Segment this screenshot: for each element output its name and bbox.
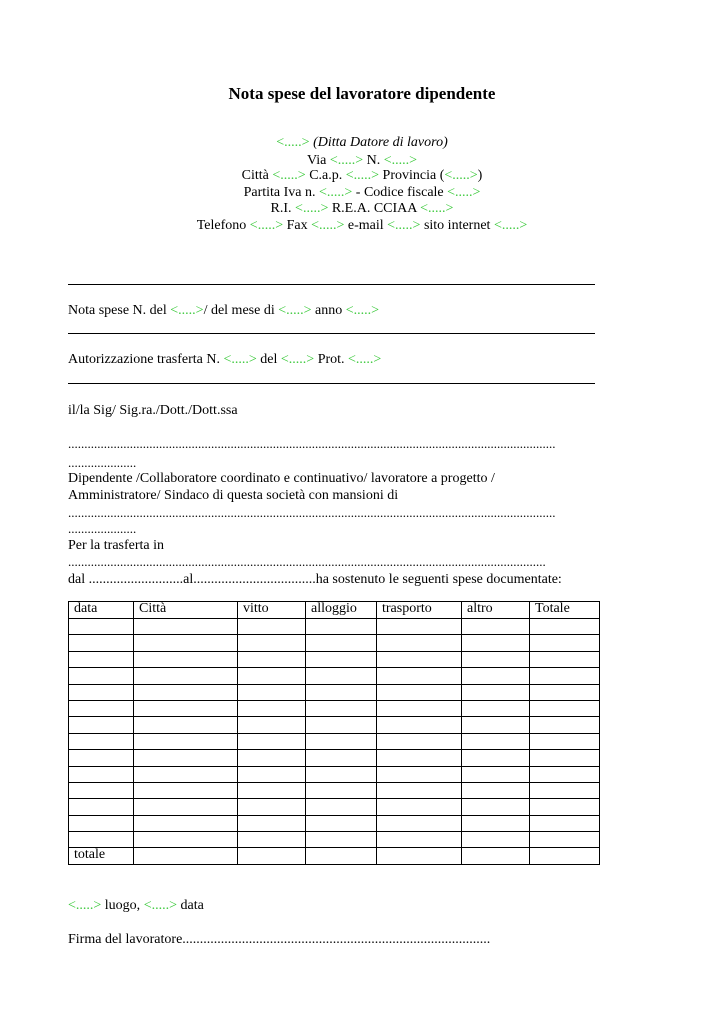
table-cell[interactable] [462, 700, 530, 716]
city-label: Città [241, 168, 269, 183]
rea-label: R.E.A. CCIAA [331, 201, 417, 216]
table-cell[interactable] [306, 684, 377, 700]
authorization-line [68, 351, 381, 369]
table-cell[interactable] [306, 635, 377, 651]
table-cell[interactable] [462, 750, 530, 766]
authorization-date-placeholder[interactable]: <.....> [280, 352, 315, 367]
table-cell[interactable] [530, 619, 600, 635]
column-header-data: data [69, 602, 134, 619]
table-cell[interactable] [134, 848, 238, 864]
table-cell[interactable] [306, 832, 377, 848]
table-cell[interactable] [462, 717, 530, 733]
expense-note-line [68, 302, 379, 320]
table-cell[interactable] [69, 832, 134, 848]
province-close: ) [477, 168, 483, 183]
phone-label: Telefono [196, 218, 247, 233]
table-row [69, 733, 600, 749]
table-cell[interactable] [462, 619, 530, 635]
phone-placeholder[interactable]: <.....> [249, 218, 284, 233]
table-cell[interactable] [530, 733, 600, 749]
table-cell[interactable] [377, 733, 462, 749]
table-cell[interactable] [377, 668, 462, 684]
role-line-2: Amministratore/ Sindaco di questa società con mansioni di [68, 488, 399, 503]
table-row [69, 782, 600, 798]
table-cell[interactable] [238, 619, 306, 635]
table-cell[interactable] [462, 848, 530, 864]
email-placeholder[interactable]: <.....> [387, 218, 421, 233]
table-cell[interactable] [134, 700, 238, 716]
website-label: sito internet [423, 218, 491, 233]
trip-destination-field[interactable]: ................................................................................................................................................... [68, 554, 546, 569]
company-placeholder[interactable]: <.....> [276, 135, 310, 150]
table-cell[interactable] [238, 733, 306, 749]
authorization-date-label: del [260, 352, 278, 367]
table-row [69, 799, 600, 815]
company-label: (Ditta Datore di lavoro) [313, 135, 448, 150]
table-cell[interactable] [462, 684, 530, 700]
table-cell[interactable] [462, 733, 530, 749]
trip-label: Per la trasferta in [68, 538, 165, 553]
table-cell[interactable] [134, 815, 238, 831]
authorization-label: Autorizzazione trasferta N. [68, 352, 220, 367]
table-cell[interactable] [530, 700, 600, 716]
table-cell[interactable] [69, 635, 134, 651]
expense-note-label: Nota spese N. del [68, 303, 167, 318]
table-cell[interactable] [69, 766, 134, 782]
table-cell[interactable] [530, 832, 600, 848]
date-label: data [180, 898, 204, 913]
table-cell[interactable] [134, 799, 238, 815]
expense-table [68, 601, 600, 865]
table-cell[interactable] [306, 619, 377, 635]
table-cell[interactable] [69, 684, 134, 700]
divider [68, 333, 595, 334]
table-row [69, 668, 600, 684]
table-cell[interactable] [69, 815, 134, 831]
duties-field-continued[interactable]: ..................... [68, 521, 137, 536]
month-placeholder[interactable]: <.....> [278, 303, 312, 318]
column-header-citta: Città [134, 602, 238, 619]
authorization-number-placeholder[interactable]: <.....> [223, 352, 257, 367]
year-label: anno [315, 303, 343, 318]
province-placeholder[interactable]: <.....> [444, 168, 478, 183]
fax-placeholder[interactable]: <.....> [311, 218, 345, 233]
salutation: il/la Sig/ Sig.ra./Dott./Dott.ssa [68, 403, 238, 418]
total-label: totale [69, 848, 134, 864]
table-cell[interactable] [134, 619, 238, 635]
column-header-trasporto: trasporto [377, 602, 462, 619]
table-cell[interactable] [377, 619, 462, 635]
table-cell[interactable] [69, 717, 134, 733]
table-cell[interactable] [134, 733, 238, 749]
table-cell[interactable] [134, 832, 238, 848]
table-cell[interactable] [530, 815, 600, 831]
ri-placeholder[interactable]: <.....> [295, 201, 329, 216]
table-cell[interactable] [134, 717, 238, 733]
table-cell[interactable] [238, 766, 306, 782]
table-cell[interactable] [306, 782, 377, 798]
document-title: Nota spese del lavoratore dipendente [228, 84, 496, 103]
table-cell[interactable] [134, 766, 238, 782]
table-cell[interactable] [462, 799, 530, 815]
table-row [69, 635, 600, 651]
cap-label: C.a.p. [309, 168, 343, 183]
table-cell[interactable] [306, 700, 377, 716]
role-line-1: Dipendente /Collaboratore coordinato e continuativo/ lavoratore a progetto / [68, 471, 495, 486]
table-cell[interactable] [530, 635, 600, 651]
vat-placeholder[interactable]: <.....> [318, 185, 353, 200]
table-row [69, 619, 600, 635]
employee-name-field[interactable]: ...................................................................................................................................................... [68, 436, 556, 451]
table-cell[interactable] [238, 700, 306, 716]
place-date-line [68, 897, 204, 915]
table-cell[interactable] [306, 848, 377, 864]
year-placeholder[interactable]: <.....> [345, 303, 380, 318]
table-cell[interactable] [238, 799, 306, 815]
total-row [69, 848, 600, 864]
table-cell[interactable] [462, 651, 530, 667]
table-row [69, 766, 600, 782]
table-cell[interactable] [134, 750, 238, 766]
website-placeholder[interactable]: <.....> [493, 218, 528, 233]
table-cell[interactable] [462, 766, 530, 782]
month-label: / del mese di [203, 303, 275, 318]
table-cell[interactable] [306, 733, 377, 749]
via-label: Via [306, 153, 327, 168]
table-row [69, 651, 600, 667]
ri-label: R.I. [270, 201, 292, 216]
table-cell[interactable] [377, 684, 462, 700]
table-cell[interactable] [134, 684, 238, 700]
table-cell[interactable] [238, 815, 306, 831]
fiscal-code-placeholder[interactable]: <.....> [447, 185, 481, 200]
table-row [69, 832, 600, 848]
table-cell[interactable] [306, 717, 377, 733]
period-line: dal ...........................al...................................ha sostenuto le seguenti spese documentate: [68, 572, 562, 587]
table-cell[interactable] [69, 799, 134, 815]
table-cell[interactable] [238, 668, 306, 684]
table-cell[interactable] [462, 815, 530, 831]
table-row [69, 750, 600, 766]
date-placeholder[interactable]: <.....> [143, 898, 177, 913]
divider [68, 383, 595, 384]
place-placeholder[interactable]: <.....> [68, 898, 102, 913]
table-cell[interactable] [377, 848, 462, 864]
table-cell[interactable] [69, 733, 134, 749]
company-line [0, 134, 724, 152]
table-row [69, 815, 600, 831]
divider [68, 284, 595, 285]
vat-label: Partita Iva n. [243, 185, 316, 200]
column-header-totale: Totale [530, 602, 600, 619]
table-cell[interactable] [377, 766, 462, 782]
number-placeholder[interactable]: <.....> [383, 153, 418, 168]
contact-line [0, 217, 724, 235]
fax-label: Fax [286, 218, 308, 233]
table-cell[interactable] [306, 799, 377, 815]
table-cell[interactable] [530, 799, 600, 815]
table-cell[interactable] [134, 635, 238, 651]
table-cell[interactable] [238, 848, 306, 864]
table-cell[interactable] [69, 750, 134, 766]
table-cell[interactable] [530, 668, 600, 684]
table-cell[interactable] [377, 700, 462, 716]
signature-line[interactable]: Firma del lavoratore........................................................................................ [68, 932, 491, 947]
table-cell[interactable] [377, 832, 462, 848]
protocol-label: Prot. [317, 352, 345, 367]
table-header-row [69, 602, 600, 619]
table-row [69, 717, 600, 733]
table-row [69, 700, 600, 716]
table-cell[interactable] [530, 651, 600, 667]
expense-note-number-placeholder[interactable]: <.....> [170, 303, 204, 318]
table-cell[interactable] [306, 651, 377, 667]
table-cell[interactable] [377, 651, 462, 667]
table-cell[interactable] [462, 635, 530, 651]
rea-placeholder[interactable]: <.....> [420, 201, 454, 216]
table-cell[interactable] [134, 651, 238, 667]
table-cell[interactable] [530, 717, 600, 733]
place-label: luogo, [104, 898, 141, 913]
table-cell[interactable] [377, 815, 462, 831]
table-cell[interactable] [462, 668, 530, 684]
table-cell[interactable] [377, 750, 462, 766]
table-cell[interactable] [238, 832, 306, 848]
protocol-placeholder[interactable]: <.....> [348, 352, 382, 367]
table-cell[interactable] [238, 717, 306, 733]
province-label: Provincia ( [382, 168, 445, 183]
table-cell[interactable] [530, 782, 600, 798]
table-cell[interactable] [134, 782, 238, 798]
table-cell[interactable] [69, 668, 134, 684]
city-placeholder[interactable]: <.....> [272, 168, 306, 183]
table-cell[interactable] [377, 635, 462, 651]
table-cell[interactable] [462, 782, 530, 798]
column-header-alloggio: alloggio [306, 602, 377, 619]
table-row [69, 684, 600, 700]
table-cell[interactable] [238, 635, 306, 651]
table-cell[interactable] [377, 799, 462, 815]
table-cell[interactable] [530, 848, 600, 864]
number-label: N. [366, 153, 381, 168]
table-cell[interactable] [69, 700, 134, 716]
table-cell[interactable] [238, 651, 306, 667]
table-cell[interactable] [238, 684, 306, 700]
registry-line [0, 200, 724, 218]
email-label: e-mail [347, 218, 384, 233]
table-cell[interactable] [306, 668, 377, 684]
column-header-vitto: vitto [238, 602, 306, 619]
table-cell[interactable] [306, 750, 377, 766]
fiscal-code-label: - Codice fiscale [355, 185, 444, 200]
table-cell[interactable] [462, 832, 530, 848]
table-cell[interactable] [134, 668, 238, 684]
table-cell[interactable] [238, 782, 306, 798]
table-cell[interactable] [377, 782, 462, 798]
table-cell[interactable] [238, 750, 306, 766]
via-placeholder[interactable]: <.....> [329, 153, 364, 168]
table-cell[interactable] [69, 782, 134, 798]
city-line [0, 167, 724, 185]
table-cell[interactable] [377, 717, 462, 733]
cap-placeholder[interactable]: <.....> [345, 168, 380, 183]
table-cell[interactable] [69, 651, 134, 667]
employee-name-field-continued[interactable]: ..................... [68, 455, 137, 470]
table-cell[interactable] [69, 619, 134, 635]
table-cell[interactable] [530, 766, 600, 782]
table-cell[interactable] [530, 684, 600, 700]
duties-field[interactable]: ...................................................................................................................................................... [68, 505, 556, 520]
table-cell[interactable] [306, 815, 377, 831]
table-cell[interactable] [530, 750, 600, 766]
column-header-altro: altro [462, 602, 530, 619]
table-cell[interactable] [306, 766, 377, 782]
